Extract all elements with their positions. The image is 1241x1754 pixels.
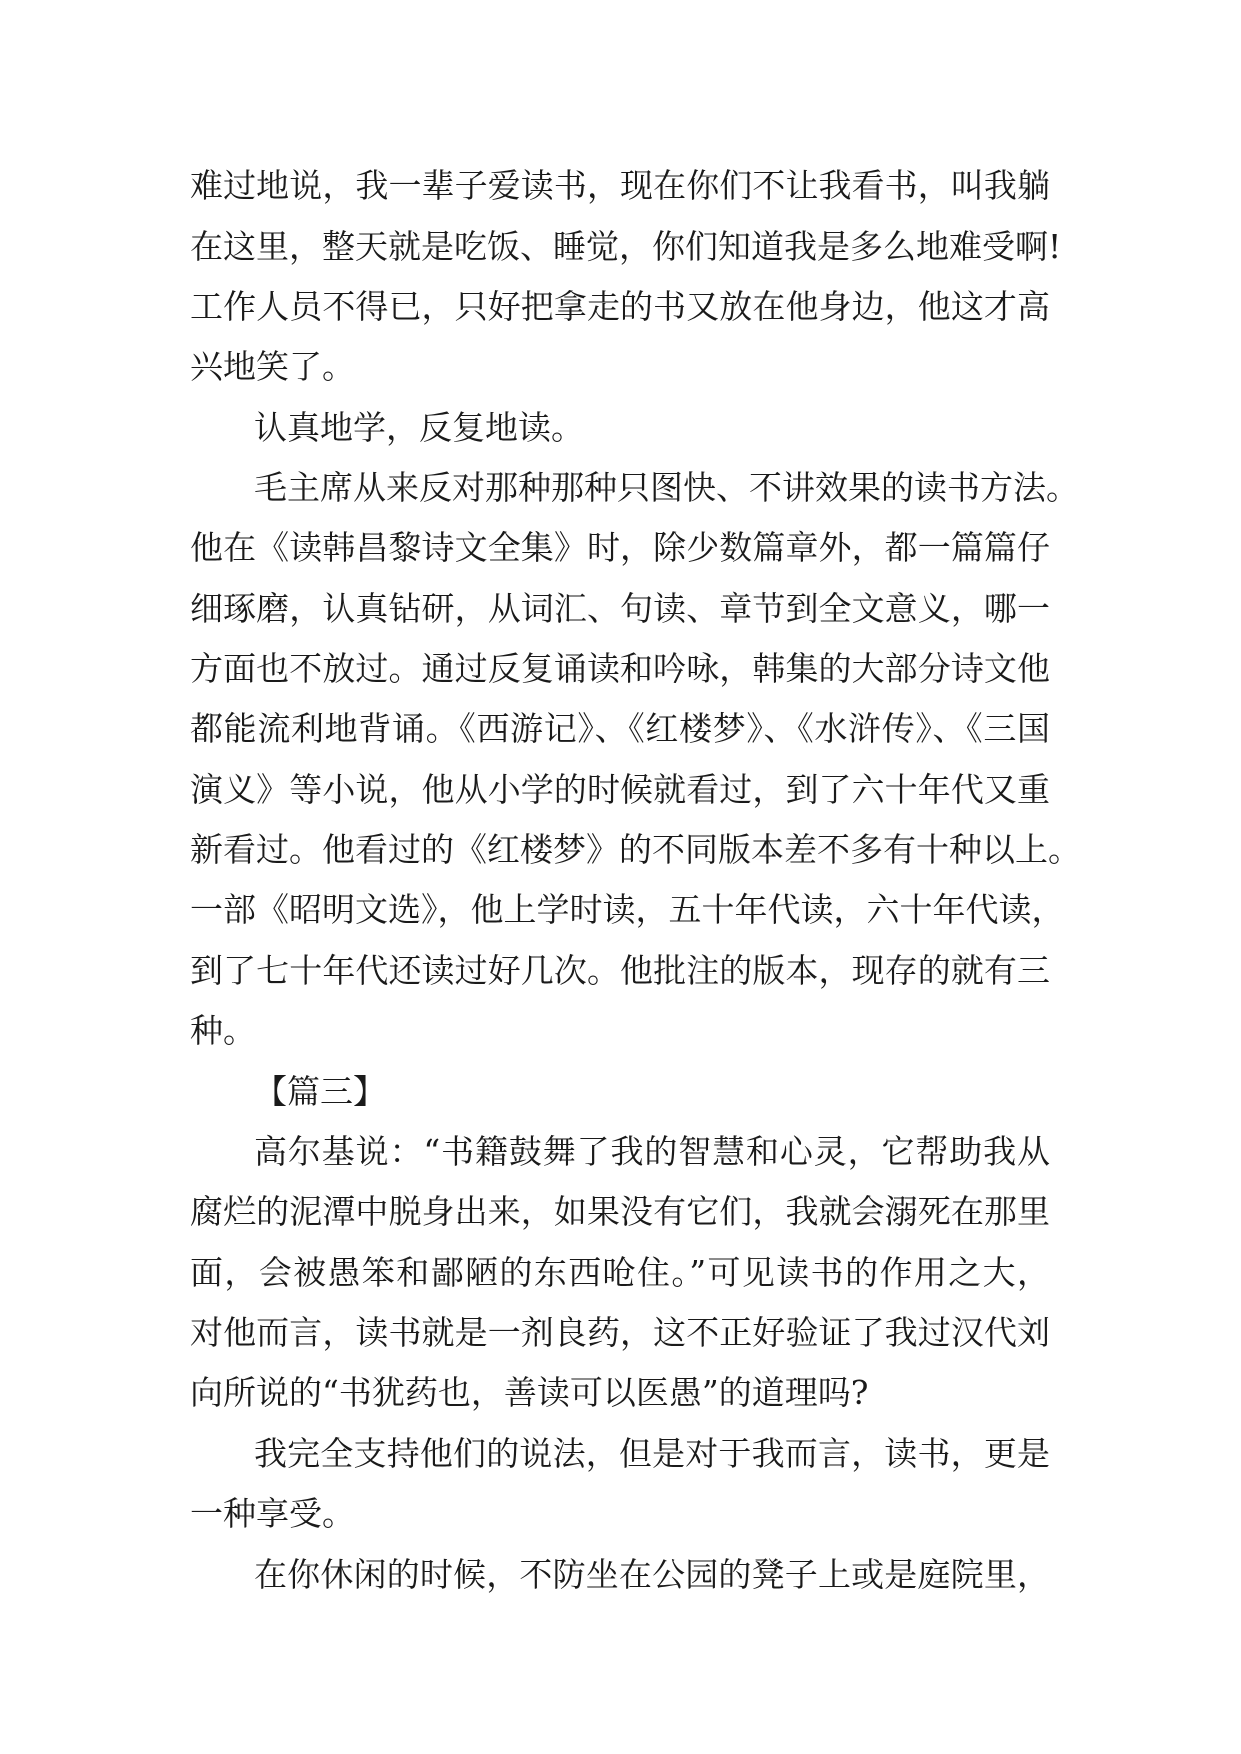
text-line: 方面也不放过。通过反复诵读和吟咏，韩集的大部分诗文他 — [190, 649, 1050, 688]
text-line: 兴地笑了。 — [190, 347, 355, 386]
text-line: 向所说的“书犹药也，善读可以医愚”的道理吗? — [190, 1373, 869, 1412]
text-line: 一部《昭明文选》，他上学时读，五十年代读，六十年代读， — [190, 890, 1065, 929]
text-line: 腐烂的泥潭中脱身出来，如果没有它们，我就会溺死在那里 — [190, 1192, 1050, 1231]
text-line: 在这里，整天就是吃饭、睡觉，你们知道我是多么地难受啊! — [190, 227, 1062, 266]
text-line: 在你休闲的时候，不防坐在公园的凳子上或是庭院里， — [254, 1555, 1050, 1594]
text-line: 新看过。他看过的《红楼梦》的不同版本差不多有十种以上。 — [190, 830, 1081, 869]
text-line: 我完全支持他们的说法，但是对于我而言，读书，更是 — [254, 1434, 1050, 1473]
text-line: 工作人员不得已，只好把拿走的书又放在他身边，他这才高 — [190, 287, 1050, 326]
text-line: 面，会被愚笨和鄙陋的东西呛住。”可见读书的作用之大， — [190, 1253, 1050, 1292]
text-line: 难过地说，我一辈子爱读书，现在你们不让我看书，叫我躺 — [190, 166, 1050, 205]
text-line: 一种享受。 — [190, 1494, 355, 1533]
text-line: 他在《读韩昌黎诗文全集》时，除少数篇章外，都一篇篇仔 — [190, 528, 1050, 567]
text-line: 认真地学，反复地读。 — [254, 408, 584, 447]
text-line: 毛主席从来反对那种那种只图快、不讲效果的读书方法。 — [254, 468, 1079, 507]
section-heading: 【篇三】 — [254, 1072, 386, 1111]
text-line: 都能流利地背诵。《西游记》、《红楼梦》、《水浒传》、《三国 — [190, 709, 1050, 748]
text-line: 细琢磨，认真钻研，从词汇、句读、章节到全文意义，哪一 — [190, 589, 1050, 628]
text-line: 高尔基说：“书籍鼓舞了我的智慧和心灵，它帮助我从 — [254, 1132, 1050, 1171]
text-line: 对他而言，读书就是一剂良药，这不正好验证了我过汉代刘 — [190, 1313, 1050, 1352]
text-line: 演义》等小说，他从小学的时候就看过，到了六十年代又重 — [190, 770, 1050, 809]
text-line: 种。 — [190, 1011, 256, 1050]
text-line: 到了七十年代还读过好几次。他批注的版本，现存的就有三 — [190, 951, 1050, 990]
